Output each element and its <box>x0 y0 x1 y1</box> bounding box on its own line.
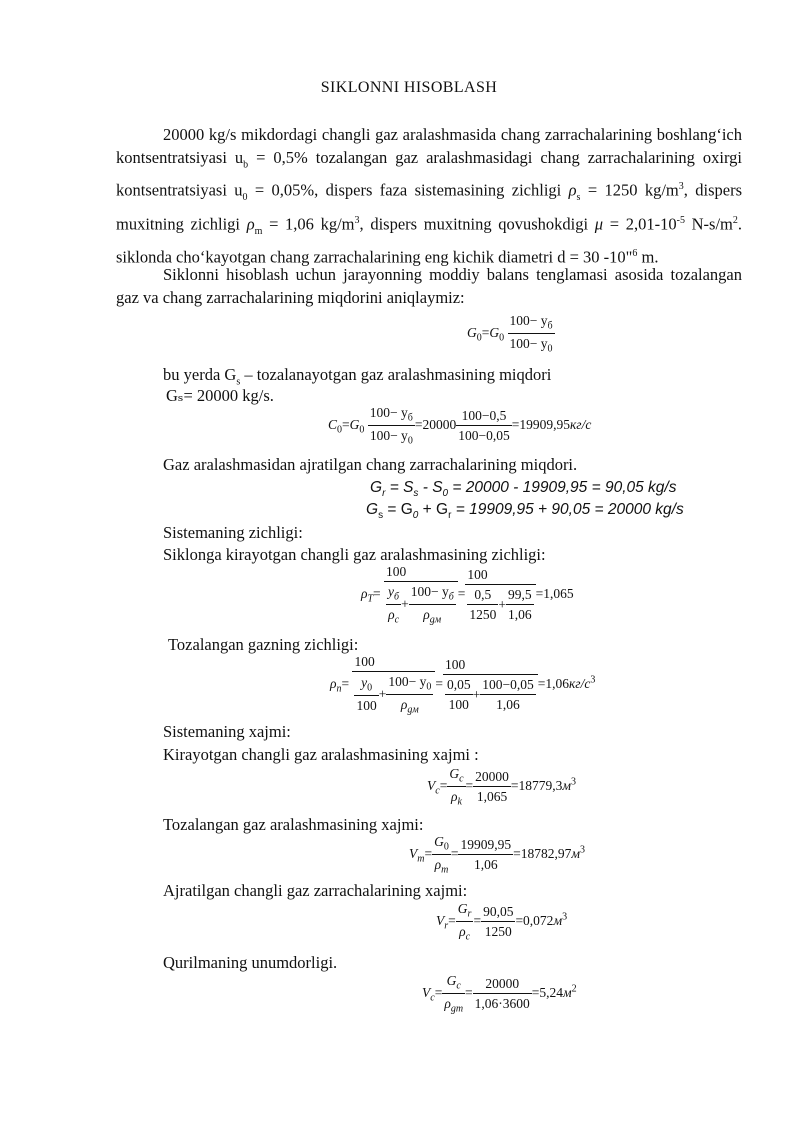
gs-definition: bu yerda $G_s$ – tozalanayotgan gaz aralashmasining miqdori <box>163 365 552 388</box>
equation-vm: $V_m=$ $\frac{G_0}{\rho_m}$ = $\frac{19909,95}{1,06}$ $=18782,97м^3$ <box>409 834 585 876</box>
separated-amount-label: Gaz aralashmasidan ajratilgan chang zarrachalarining miqdori. <box>163 455 578 474</box>
problem-statement: 20000 kg/s mikdordagi changli gaz aralashmasida chang zarrachalarining boshlang‘ich kontsentratsiyasi $u_b = 0,5\%$ tozalangan gaz aralashmasidagi chang zarrachalarining oxirgi kontsentratsiyasi $u_0 = 0,05\%$, dispers faza sistemasining zichligi $\rho_s = 1250$ $kg/m^3$, dispers muxitning zichligi $\rho_m = 1,06$ $kg/m^3$, dispers muxitning qovushokdigi $\mu = 2,01-10^{-5}$ $N-s/m^2$. siklonda cho‘kayotgan chang zarrachalarining eng kichik diametri d = 30 -10"$^6$ m. <box>116 125 743 267</box>
equation-rho-n: $\rho_n=$ 100 $\frac{y_0}{100}$ + $100- y_0$ $\rho_{gм}$ = 100 $\frac{0,05}{100}$ + $\frac{100-0,05}{1,06}$ $=1,06кг/с^3$ <box>330 654 596 716</box>
equation-vr: $V_r=$ $\frac{G_r}{\rho_c}$ = $\frac{90,05}{1250}$ $=0,072м^3$ <box>436 901 568 943</box>
volume-heading: Sistemaning xajmi: <box>163 722 291 741</box>
inlet-volume-label: Kirayotgan changli gaz aralashmasining xajmi : <box>163 745 479 764</box>
page-title: SIKLONNI HISOBLASH <box>320 79 498 96</box>
clean-gas-density-label: Tozalangan gazning zichligi: <box>168 635 359 654</box>
equation-vc: $V_c=$ $\frac{G_c}{\rho_k}$ = $\frac{20000}{1,065}$ $=18779,3м^3$ <box>427 766 577 808</box>
inlet-density-label: Siklonga kirayotgan changli gaz aralashmasining zichligi: <box>163 545 546 564</box>
gs-value: Gₛ= 20000 kg/s. <box>166 386 274 405</box>
separated-volume-label: Ajratilgan changli gaz zarrachalarining xajmi: <box>163 881 468 900</box>
equation-c0: $C_0=G_0$ $100- y_б$ $100- y_0$ =20000 $\frac{100-0,5}{100-0,05}$ =19909,95кг/с <box>328 405 592 447</box>
productivity-label: Qurilmaning unumdorligi. <box>163 953 338 972</box>
equation-productivity: $V_c=$ $G_c$ $\rho_{gm}$ = $\frac{20000}{1,06\cdot 3600}$ $=5,24м^2$ <box>422 973 577 1015</box>
density-heading: Sistemaning zichligi: <box>163 523 303 542</box>
equation-rho-t: $\rho_T=$ 100 $y_б$ $\rho_с$ + $100- y_б$ $\rho_{gм}$ = 100 $\frac{0,5}{1250}$ + $\frac{99,5}{1,06}$ =1,065 <box>361 564 574 626</box>
equation-gr: $G_r = S_s - S_0 = 20000 - 19909,95 = 90,05$ kg/s <box>370 479 677 500</box>
clean-volume-label: Tozalangan gaz aralashmasining xajmi: <box>163 815 424 834</box>
equation-g0: $G_0=G_0$ $100- y_б$ $100- y_0$ <box>467 313 553 355</box>
balance-paragraph: Siklonni hisoblash uchun jarayonning moddiy balans tenglamasi asosida tozalangan gaz va chang zarrachalarining miqdorini aniqlaymiz: <box>116 265 742 307</box>
equation-gs: $G_s = G_0 + G_r = 19909,95 + 90,05 = 20000$ kg/s <box>366 501 684 522</box>
